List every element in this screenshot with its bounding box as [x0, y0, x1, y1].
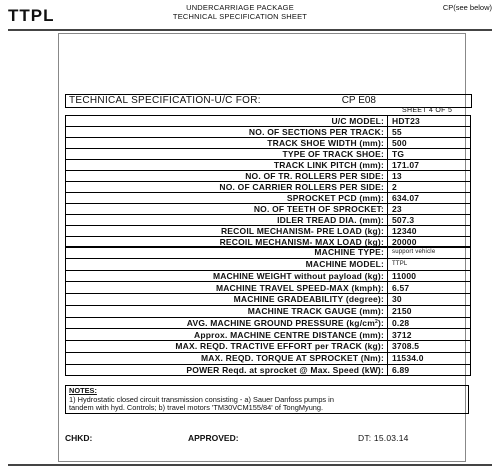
title-line-1: UNDERCARRIAGE PACKAGE	[186, 3, 294, 12]
approved-by-label: APPROVED:	[188, 433, 239, 443]
spec-label	[66, 305, 388, 317]
spec-value: 500	[388, 138, 471, 149]
spec-value: 30	[388, 294, 471, 306]
undercarriage-row	[66, 127, 471, 138]
spec-label-text: NO. OF SECTIONS PER TRACK:	[248, 127, 384, 137]
notes-line-2: tandem with hyd. Controls; b) travel motors 'TM30VCM155/84' of TongMyung.	[69, 403, 324, 413]
machine-spec-table	[65, 246, 471, 376]
spec-value: 634.07	[388, 193, 471, 204]
spec-label	[66, 193, 388, 204]
spec-label	[66, 294, 388, 306]
spec-value: 6.57	[388, 282, 471, 294]
spec-label-text: U/C MODEL:	[331, 116, 384, 126]
spec-label-text: MACHINE TRAVEL SPEED-MAX (kmph):	[215, 282, 384, 293]
spec-value: 55	[388, 127, 471, 138]
spec-label	[66, 270, 388, 282]
undercarriage-row	[66, 226, 471, 237]
spec-value: 11534.0	[388, 352, 471, 364]
spec-label	[66, 226, 388, 237]
spec-value: 2	[388, 182, 471, 193]
spec-label-end: ):	[377, 317, 384, 328]
spec-label	[66, 352, 388, 364]
machine-row	[66, 294, 471, 306]
spec-label-text: MACHINE MODEL:	[305, 259, 384, 270]
spec-label-text: MACHINE TRACK GAUGE (mm):	[247, 306, 384, 317]
spec-label-text: POWER Reqd. at sprocket @ Max. Speed (kW):	[186, 364, 384, 375]
machine-row	[66, 258, 471, 270]
machine-row	[66, 352, 471, 364]
spec-label-text: TRACK LINK PITCH (mm):	[273, 160, 384, 170]
machine-row	[66, 305, 471, 317]
spec-label	[66, 247, 388, 259]
spec-label	[66, 182, 388, 193]
spec-label	[66, 204, 388, 215]
undercarriage-row	[66, 138, 471, 149]
spec-label-text: MACHINE GRADEABILITY (degree):	[233, 294, 384, 305]
spec-label	[66, 341, 388, 353]
superscript: 2	[374, 318, 378, 325]
machine-row	[66, 270, 471, 282]
checked-by-label: CHKD:	[65, 433, 93, 443]
spec-title-label: TECHNICAL SPECIFICATION-U/C FOR:	[69, 95, 261, 106]
spec-value: 2150	[388, 305, 471, 317]
spec-label	[66, 282, 388, 294]
spec-value: 11000	[388, 270, 471, 282]
spec-label-text: NO. OF TEETH OF SPROCKET:	[253, 204, 384, 214]
spec-label-text: MAX. REQD. TRACTIVE EFFORT per TRACK (kg):	[175, 341, 384, 352]
undercarriage-row	[66, 116, 471, 127]
spec-value: 171.07	[388, 160, 471, 171]
notes-line-1: 1) Hydrostatic closed circuit transmission consisting - a) Sauer Danfoss pumps in	[69, 394, 334, 404]
spec-label-text: NO. OF CARRIER ROLLERS PER SIDE:	[219, 182, 384, 192]
footer-rule	[8, 464, 492, 466]
notes-title: NOTES:	[69, 386, 97, 395]
spec-value: 3712	[388, 329, 471, 341]
machine-row	[66, 247, 471, 259]
spec-label-text: RECOIL MECHANISM- PRE LOAD (kg):	[220, 226, 384, 236]
spec-label-text: RECOIL MECHANISM- MAX LOAD (kg):	[219, 237, 384, 247]
spec-label-text: Approx. MACHINE CENTRE DISTANCE (mm):	[194, 329, 384, 340]
spec-value: 12340	[388, 226, 471, 237]
spec-label	[66, 127, 388, 138]
spec-label	[66, 160, 388, 171]
header-rule	[8, 29, 492, 31]
machine-row	[66, 329, 471, 341]
title-line-2: TECHNICAL SPECIFICATION SHEET	[172, 12, 308, 21]
undercarriage-row	[66, 204, 471, 215]
undercarriage-row	[66, 160, 471, 171]
undercarriage-row	[66, 193, 471, 204]
spec-label-text: NO. OF TR. ROLLERS PER SIDE:	[245, 171, 384, 181]
spec-label-text: AVG. MACHINE GROUND PRESSURE (kg/cm	[186, 317, 375, 328]
header-right-note: CP(see below)	[442, 3, 492, 12]
spec-value: 3708.5	[388, 341, 471, 353]
spec-label	[66, 149, 388, 160]
spec-title-bar	[65, 94, 472, 108]
spec-value: 507.3	[388, 215, 471, 226]
spec-label	[66, 116, 388, 127]
spec-label	[66, 215, 388, 226]
spec-label-text: MAX. REQD. TORQUE AT SPROCKET (Nm):	[201, 353, 384, 364]
spec-value: TG	[388, 149, 471, 160]
spec-label	[66, 364, 388, 376]
sheet-number: SHEET 4 OF 5	[402, 107, 453, 114]
undercarriage-row	[66, 149, 471, 160]
undercarriage-row	[66, 215, 471, 226]
spec-value: 0.28	[388, 317, 471, 329]
spec-value: support vehicle	[388, 247, 471, 259]
spec-label-text: IDLER TREAD DIA. (mm):	[277, 215, 384, 225]
spec-value: HDT23	[388, 116, 471, 127]
spec-label-text: TRACK SHOE WIDTH (mm):	[267, 138, 384, 148]
spec-label	[66, 258, 388, 270]
undercarriage-row	[66, 182, 471, 193]
spec-label	[66, 317, 388, 329]
spec-label	[66, 329, 388, 341]
machine-row	[66, 341, 471, 353]
spec-value: 6.89	[388, 364, 471, 376]
undercarriage-spec-table	[65, 115, 471, 248]
date-label: DT: 15.03.14	[358, 433, 409, 443]
spec-label-text: SPROCKET PCD (mm):	[286, 193, 384, 203]
machine-row	[66, 282, 471, 294]
spec-title-code: CP E08	[341, 95, 376, 106]
logo: TTPL	[8, 6, 55, 25]
spec-label-text: MACHINE WEIGHT without payload (kg):	[212, 270, 384, 281]
spec-label-text: TYPE OF TRACK SHOE:	[282, 149, 384, 159]
notes-box	[65, 385, 469, 414]
undercarriage-row	[66, 171, 471, 182]
spec-label	[66, 138, 388, 149]
spec-label-text: MACHINE TYPE:	[314, 247, 384, 258]
machine-row	[66, 364, 471, 376]
spec-value: 13	[388, 171, 471, 182]
spec-value: 20000	[388, 237, 471, 248]
spec-value: TTPL	[388, 258, 471, 270]
document-title	[140, 3, 340, 21]
spec-value: 23	[388, 204, 471, 215]
machine-row	[66, 317, 471, 329]
spec-label	[66, 171, 388, 182]
